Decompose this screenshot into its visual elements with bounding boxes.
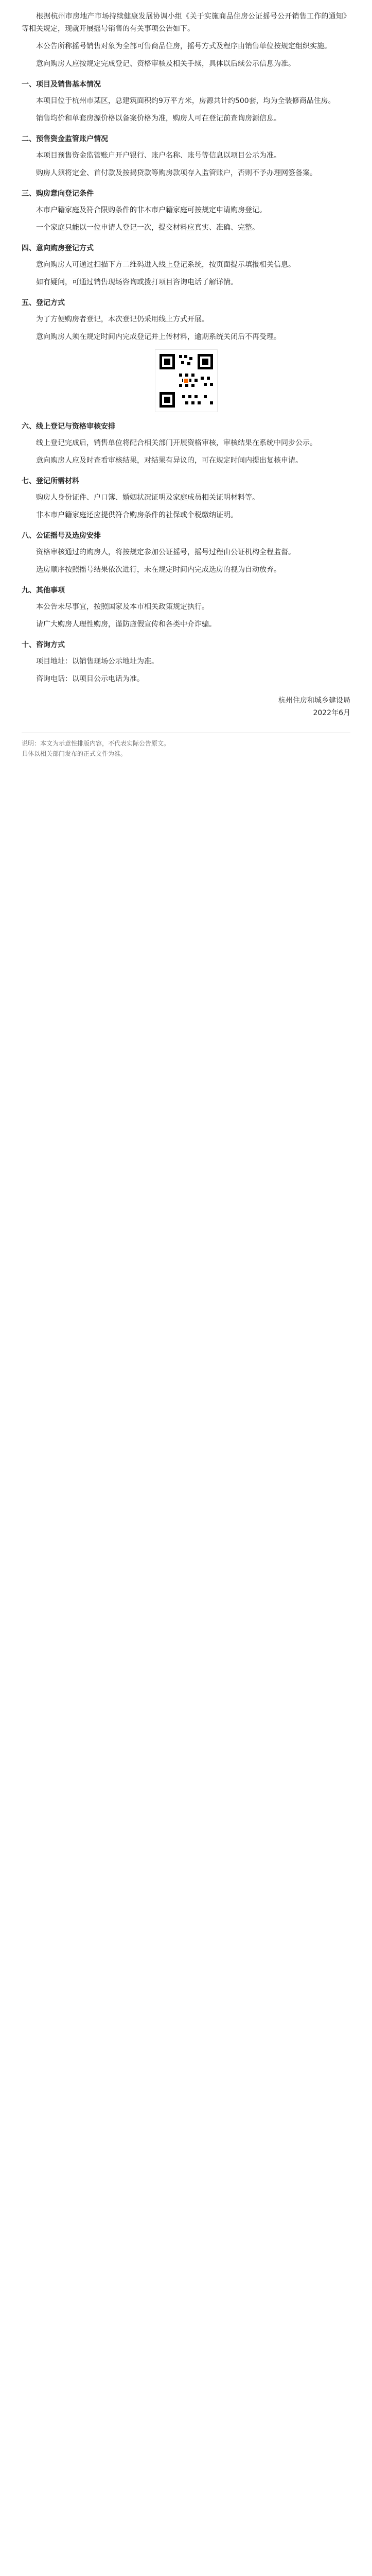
section-paragraph: 如有疑问，可通过销售现场咨询或拨打项目咨询电话了解详情。 — [36, 278, 238, 286]
intro-paragraphs — [22, 10, 350, 70]
section-heading: 五、登记方式 — [22, 299, 65, 307]
section-10 — [22, 639, 350, 685]
section-paragraph: 意向购房人应及时查看审核结果，对结果有异议的，可在规定时间内提出复核申请。 — [36, 456, 303, 465]
section-paragraph: 线上登记完成后，销售单位将配合相关部门开展资格审核，审核结果在系统中同步公示。 — [36, 439, 317, 447]
section-paragraph: 一个家庭只能以一位申请人登记一次，提交材料应真实、准确、完整。 — [36, 224, 259, 232]
intro-paragraph: 意向购房人应按规定完成登记、资格审核及相关手续，具体以后续公示信息为准。 — [36, 60, 295, 68]
section-paragraph: 销售均价和单套房源价格以备案价格为准，购房人可在登记前查询房源信息。 — [36, 114, 281, 123]
intro-paragraph: 本公告所称摇号销售对象为全部可售商品住房，摇号方式及程序由销售单位按规定组织实施。 — [36, 42, 331, 50]
section-heading: 七、登记所需材料 — [22, 477, 79, 485]
section-paragraph: 请广大购房人理性购房，谨防虚假宣传和各类中介诈骗。 — [36, 620, 216, 629]
section-heading: 一、项目及销售基本情况 — [22, 80, 101, 89]
section-heading: 三、购房意向登记条件 — [22, 190, 94, 198]
section-heading: 九、其他事项 — [22, 586, 65, 595]
signature-block — [22, 694, 350, 719]
section-paragraph: 本项目预售资金监管账户开户银行、账户名称、账号等信息以项目公示为准。 — [36, 151, 281, 160]
section-paragraph: 为了方便购房者登记，本次登记仍采用线上方式开展。 — [36, 315, 209, 324]
section-2 — [22, 133, 350, 179]
section-heading: 八、公证摇号及选房安排 — [22, 532, 101, 540]
section-4 — [22, 242, 350, 289]
section-heading: 十、咨询方式 — [22, 641, 65, 649]
section-9 — [22, 584, 350, 631]
section-paragraph: 非本市户籍家庭还应提供符合购房条件的社保或个税缴纳证明。 — [36, 511, 238, 519]
section-paragraph: 咨询电话：以项目公示电话为准。 — [36, 675, 144, 683]
section-1 — [22, 78, 350, 125]
document-content — [22, 10, 350, 759]
section-paragraph: 意向购房人须在规定时间内完成登记并上传材料，逾期系统关闭后不再受理。 — [36, 333, 281, 341]
section-7 — [22, 475, 350, 521]
footer-notes — [22, 738, 350, 759]
section-paragraph: 本项目位于杭州市某区，总建筑面积约9万平方米，房源共计约500套，均为全装修商品住房。 — [36, 97, 335, 105]
section-paragraph: 购房人身份证件、户口簿、婚姻状况证明及家庭成员相关证明材料等。 — [36, 494, 259, 502]
intro-paragraph: 根据杭州市房地产市场持续健康发展协调小组《关于实施商品住房公证摇号公开销售工作的通知》等相关规定，现就开展摇号销售的有关事项公告如下。 — [22, 12, 350, 33]
section-paragraph: 意向购房人可通过扫描下方二维码进入线上登记系统，按页面提示填报相关信息。 — [36, 261, 295, 269]
qr-code-icon[interactable] — [155, 349, 218, 412]
section-paragraph: 资格审核通过的购房人，将按规定参加公证摇号，摇号过程由公证机构全程监督。 — [36, 548, 295, 556]
section-heading: 二、预售资金监管账户情况 — [22, 135, 108, 143]
section-paragraph: 选房顺序按照摇号结果依次进行，未在规定时间内完成选房的视为自动放弃。 — [36, 566, 281, 574]
signature-date: 2022年6月 — [313, 709, 350, 717]
footer-line: 具体以相关部门发布的正式文件为准。 — [22, 750, 127, 757]
section-paragraph: 本公告未尽事宜，按照国家及本市相关政策规定执行。 — [36, 603, 209, 611]
section-heading: 六、线上登记与资格审核安排 — [22, 422, 115, 431]
section-3 — [22, 188, 350, 234]
footer-line: 说明：本文为示意性排版内容，不代表实际公告原文。 — [22, 740, 170, 747]
section-paragraph: 购房人须将定金、首付款及按揭贷款等购房款项存入监管账户，否则不予办理网签备案。 — [36, 169, 317, 177]
section-5 — [22, 297, 350, 343]
section-paragraph: 本市户籍家庭及符合限购条件的非本市户籍家庭可按规定申请购房登记。 — [36, 206, 267, 214]
section-paragraph: 项目地址：以销售现场公示地址为准。 — [36, 657, 158, 666]
section-8 — [22, 530, 350, 576]
signature-organization: 杭州住房和城乡建设局 — [278, 697, 350, 705]
section-heading: 四、意向购房登记方式 — [22, 244, 94, 252]
section-6 — [22, 420, 350, 467]
qr-code-block — [22, 349, 350, 412]
